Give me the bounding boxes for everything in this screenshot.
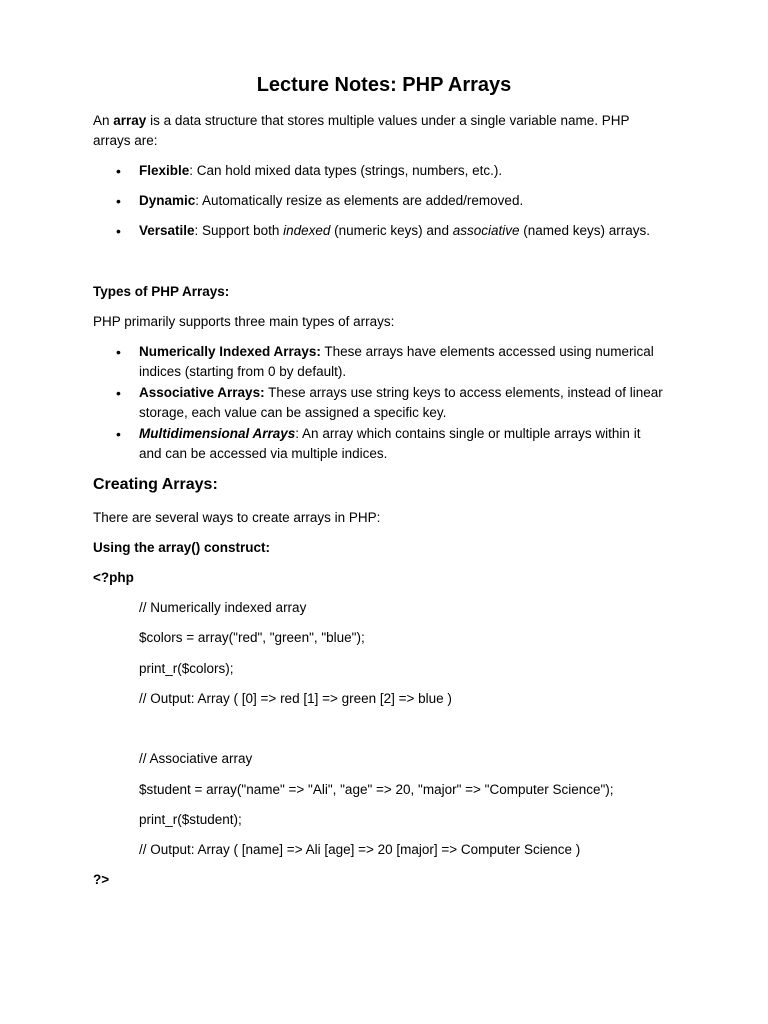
code-line-colors-assign: $colors = array("red", "green", "blue");	[139, 630, 365, 645]
php-open-tag: <?php	[93, 570, 134, 585]
type-text: : An array which contains single or multiple arrays within it	[295, 426, 641, 441]
type-term: Multidimensional Arrays	[139, 426, 296, 441]
feature-term: Versatile	[139, 223, 195, 238]
code-line-print-student: print_r($student);	[139, 812, 242, 827]
feature-emphasis: associative	[452, 223, 520, 238]
types-intro: PHP primarily supports three main types of arrays:	[93, 314, 395, 329]
type-term: Associative Arrays:	[139, 385, 265, 400]
feature-item-flexible	[139, 161, 502, 181]
type-item-indexed-line-1	[139, 342, 654, 362]
type-item-associative-line-2: storage, each value can be assigned a specific key.	[139, 405, 447, 420]
feature-emphasis: indexed	[283, 223, 331, 238]
code-line-output-student: // Output: Array ( [name] => Ali [age] => 20 [major] => Computer Science )	[139, 842, 581, 857]
type-item-associative-line-1	[139, 383, 663, 403]
bullet-marker: •	[116, 426, 121, 442]
feature-text: : Automatically resize as elements are added/removed.	[195, 193, 524, 208]
intro-line-1	[93, 111, 630, 131]
type-item-multidimensional-line-2: and can be accessed via multiple indices.	[139, 446, 388, 461]
feature-term: Dynamic	[139, 193, 196, 208]
feature-text: : Support both	[194, 223, 284, 238]
intro-text: is a data structure that stores multiple values under a single variable name. PHP	[146, 113, 630, 128]
bullet-marker: •	[116, 385, 121, 401]
code-line-comment-associative: // Associative array	[139, 751, 253, 766]
intro-term: array	[113, 113, 147, 128]
php-close-tag: ?>	[93, 872, 110, 887]
bullet-marker: •	[116, 344, 121, 360]
construct-heading: Using the array() construct:	[93, 540, 271, 555]
code-line-student-assign: $student = array("name" => "Ali", "age" => 20, "major" => "Computer Science");	[139, 782, 614, 797]
creating-heading: Creating Arrays:	[93, 476, 218, 493]
page-title: Lecture Notes: PHP Arrays	[256, 74, 512, 96]
code-line-print-colors: print_r($colors);	[139, 661, 234, 676]
code-line-output-colors: // Output: Array ( [0] => red [1] => green [2] => blue )	[139, 691, 452, 706]
feature-text: (numeric keys) and	[330, 223, 453, 238]
feature-text: (named keys) arrays.	[519, 223, 651, 238]
bullet-marker: •	[116, 223, 121, 239]
type-item-indexed-line-2: indices (starting from 0 by default).	[139, 364, 347, 379]
intro-line-2: arrays are:	[93, 133, 158, 148]
type-text: These arrays use string keys to access elements, instead of linear	[264, 385, 663, 400]
intro-pre: An	[93, 113, 114, 128]
type-term: Numerically Indexed Arrays:	[139, 344, 321, 359]
feature-term: Flexible	[139, 163, 190, 178]
feature-item-versatile	[139, 221, 650, 241]
feature-item-dynamic	[139, 191, 523, 211]
creating-intro: There are several ways to create arrays in PHP:	[93, 510, 381, 525]
code-line-comment-indexed: // Numerically indexed array	[139, 600, 307, 615]
bullet-marker: •	[116, 163, 121, 179]
type-item-multidimensional-line-1	[139, 424, 640, 444]
type-text: These arrays have elements accessed using numerical	[320, 344, 654, 359]
bullet-marker: •	[116, 193, 121, 209]
types-heading: Types of PHP Arrays:	[93, 284, 230, 299]
feature-text: : Can hold mixed data types (strings, numbers, etc.).	[189, 163, 503, 178]
